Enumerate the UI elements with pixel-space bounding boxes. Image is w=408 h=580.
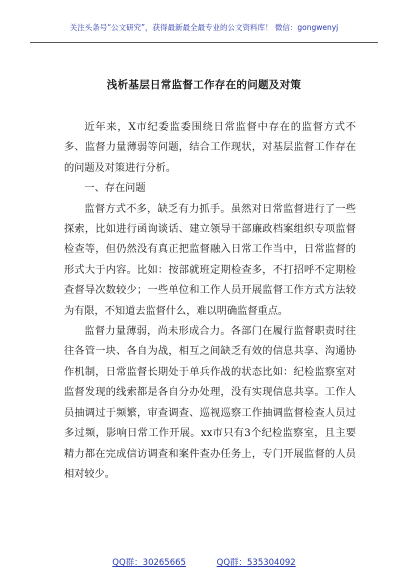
- document-body: [64, 118, 356, 485]
- footer-qq-group-1[interactable]: QQ群：30265665: [112, 558, 186, 568]
- intro-paragraph: 近年来，X市纪委监委围绕日常监督中存在的监督方式不多、监督力量薄弱等问题，结合工作现状，对基层监督工作存在的问题及对策进行分析。: [64, 122, 356, 174]
- section-heading: 一、存在问题: [84, 183, 146, 195]
- header-divider: [30, 42, 378, 43]
- document-title: 浅析基层日常监督工作存在的问题及对策: [106, 79, 302, 91]
- header-notice: 关注头条号“公文研究”，获得最新最全最专业的公文资料库！ 微信：gongwenyj: [69, 23, 339, 32]
- body-paragraph: 监督方式不多，缺乏有力抓手。虽然对日常监督进行了一些探索，比如进行函询谈话、建立领导干部廉政档案组织专项监督检查等，但仍然没有真正把监督融入日常工作当中，日常监督的形式大于内容。比如：按部就班定期检查多，不打招呼不定期检查督导次数较少；一些单位和工作人员开展监督工作方式方法较为有限，不知道去监督什么，难以明确监督重点。: [64, 203, 356, 317]
- body-paragraph: 监督力量薄弱，尚未形成合力。各部门在履行监督职责时往往各管一块、各自为战，相互之间缺乏有效的信息共享、沟通协作机制，日常监督长期处于单兵作战的状态比如：纪检监察室对监督发现的线索都是各自分办处理，没有实现信息共享。工作人员抽调过于频繁，审查调查、巡视巡察工作抽调监督检查人员过多过频，影响日常工作开展。xx市只有3个纪检监察室，且主要精力都在完成信访调查和案件查办任务上，专门开展监督的人员相对较少。: [64, 326, 356, 480]
- footer-qq-group-2[interactable]: QQ群：535304092: [216, 558, 296, 568]
- footer: [0, 556, 408, 568]
